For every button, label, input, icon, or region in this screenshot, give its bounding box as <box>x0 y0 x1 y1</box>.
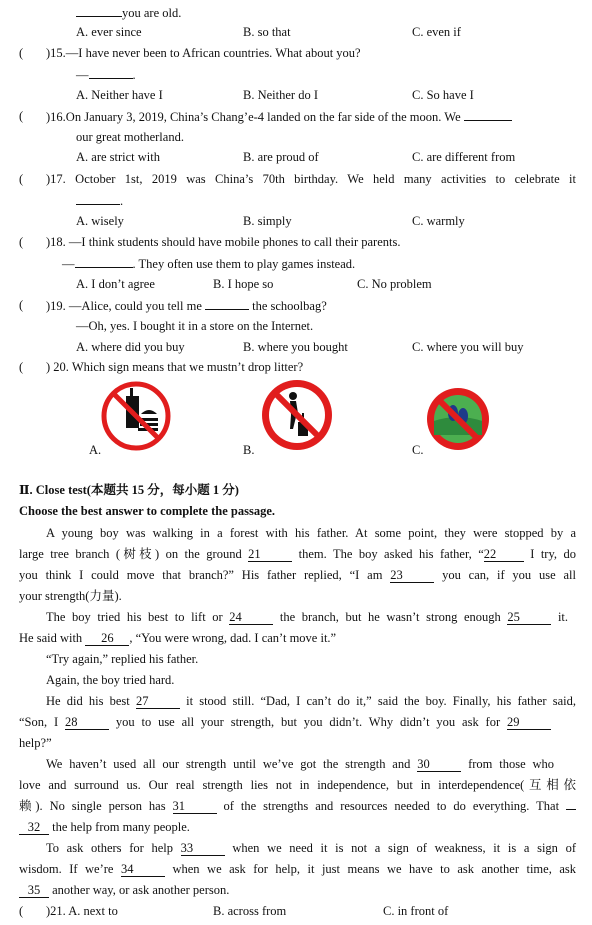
passage-line: 35 another way, or ask another person. <box>19 882 229 898</box>
q15-option-c: C. So have I <box>412 88 474 102</box>
q19-option-a: A. where did you buy <box>76 340 185 354</box>
q21-option-a: )21. A. next to <box>46 904 118 918</box>
q16-option-a: A. are strict with <box>76 150 161 164</box>
q19-reply: —Oh, yes. I bought it in a store on the Internet. <box>76 319 314 333</box>
blank-24[interactable]: 24 <box>229 610 273 625</box>
q21-option-c: C. in front of <box>383 904 449 918</box>
q20-stem: ) 20. Which sign means that we mustn’t drop litter? <box>46 360 304 374</box>
q14-option-c: C. even if <box>412 25 461 39</box>
q16-option-b: B. are proud of <box>243 150 319 164</box>
passage-line: 赖). No single person has 31 of the strengths and resources needed to do everything. That <box>19 798 576 814</box>
q17-option-c: C. warmly <box>412 214 465 228</box>
blank-23[interactable]: 23 <box>390 568 434 583</box>
blank-28[interactable]: 28 <box>65 715 109 730</box>
q17-option-a: A. wisely <box>76 214 124 228</box>
blank-26[interactable]: 26 <box>85 631 129 646</box>
section-instruction: Choose the best answer to complete the passage. <box>19 504 275 518</box>
q18-reply: — . They often use them to play games instead. <box>62 257 356 271</box>
passage-line: help?” <box>19 736 52 750</box>
q14-option-b: B. so that <box>243 25 291 39</box>
blank-25[interactable]: 25 <box>507 610 551 625</box>
passage-line: A young boy was walking in a forest with his father. At some point, they were stopped by a <box>46 526 576 540</box>
q21-option-b: B. across from <box>213 904 287 918</box>
blank-30[interactable]: 30 <box>417 757 461 772</box>
q14-stem: you are old. <box>76 4 181 21</box>
q19-paren[interactable]: ( <box>19 298 24 312</box>
passage-line: He said with 26 , “You were wrong, dad. I can’t move it.” <box>19 631 337 645</box>
blank-29[interactable]: 29 <box>507 715 551 730</box>
answer-blank[interactable] <box>205 297 249 310</box>
passage-line: you think I could move that branch?” His father replied, “I am 23 you can, if you use all <box>19 568 576 582</box>
q18-paren[interactable]: ( <box>19 235 24 249</box>
q19-option-c: C. where you will buy <box>412 340 524 354</box>
blank-21[interactable]: 21 <box>248 547 292 562</box>
answer-blank[interactable] <box>464 108 512 121</box>
q18-option-c: C. No problem <box>357 277 432 291</box>
answer-blank[interactable] <box>76 4 122 17</box>
q14-option-a: A. ever since <box>76 25 142 39</box>
blank-34[interactable]: 34 <box>121 862 165 877</box>
passage-line: your strength(力量). <box>19 589 122 603</box>
q16-option-c: C. are different from <box>412 150 516 164</box>
q20-option-c: C. <box>412 443 424 457</box>
q18-option-b: B. I hope so <box>213 277 274 291</box>
q15-paren[interactable]: ( <box>19 46 24 60</box>
blank-32-start[interactable] <box>566 809 576 810</box>
blank-27[interactable]: 27 <box>136 694 180 709</box>
passage-line: Again, the boy tried hard. <box>46 673 175 687</box>
keep-off-grass-sign-icon[interactable] <box>425 386 491 452</box>
q17-paren[interactable]: ( <box>19 172 24 186</box>
passage-line: To ask others for help 33 when we need it is not a sign of weakness, it is a sign of <box>46 841 577 855</box>
q17-option-b: B. simply <box>243 214 292 228</box>
passage-line: love and surround us. Our real strength lies not in independence, but in interdependence(互相依 <box>19 778 576 792</box>
passage-line: We haven’t used all our strength until we’ve got the strength and 30 from those who <box>46 757 554 771</box>
q19-stem: )19. —Alice, could you tell me the schoolbag? <box>46 299 327 313</box>
passage-line: wisdom. If we’re 34 when we ask for help, it just means we have to ask another time, ask <box>19 862 576 876</box>
q17-stem: )17. October 1st, 2019 was China’s 70th birthday. We held many activities to celebrate it <box>46 172 577 186</box>
passage-line: “Son, I 28 you to use all your strength, but you didn’t. Why didn’t you ask for 29 <box>19 714 551 730</box>
q15-option-a: A. Neither have I <box>76 88 163 102</box>
q16-paren[interactable]: ( <box>19 109 24 123</box>
blank-33[interactable]: 33 <box>181 841 225 856</box>
q16-stem: )16.On January 3, 2019, China’s Chang’e-4 landed on the far side of the moon. We <box>46 108 512 125</box>
q15-stem: )15.—I have never been to African countries. What about you? <box>46 46 361 60</box>
answer-blank[interactable] <box>89 66 133 79</box>
passage-line: “Try again,” replied his father. <box>46 652 199 666</box>
q19-option-b: B. where you bought <box>243 340 348 354</box>
blank-22[interactable]: 22 <box>484 547 524 562</box>
answer-blank[interactable] <box>75 255 133 268</box>
q20-option-b: B. <box>243 443 255 457</box>
blank-32[interactable]: 32 <box>19 820 49 835</box>
blank-31[interactable]: 31 <box>173 799 217 814</box>
q16-cont: our great motherland. <box>76 130 184 144</box>
passage-line: He did his best 27 it stood still. “Dad, I can’t do it,” said the boy. Finally, his father said, <box>46 694 577 708</box>
blank-35[interactable]: 35 <box>19 883 49 898</box>
q21-paren[interactable]: ( <box>19 904 24 918</box>
q15-option-b: B. Neither do I <box>243 88 318 102</box>
q18-stem: )18. —I think students should have mobile phones to call their parents. <box>46 235 401 249</box>
passage-line: large tree branch (树枝) on the ground 21 them. The boy asked his father, “22 I try, do <box>19 547 576 561</box>
q17-cont: . <box>76 192 123 209</box>
no-littering-sign-icon[interactable] <box>260 378 334 452</box>
answer-blank[interactable] <box>76 192 120 205</box>
passage-line: 32 the help from many people. <box>19 819 190 835</box>
passage-line: The boy tried his best to lift or 24 the branch, but he wasn’t strong enough 25 it. <box>46 610 569 624</box>
q20-option-a: A. <box>89 443 102 457</box>
q20-paren[interactable]: ( <box>19 360 24 374</box>
no-food-sign-icon[interactable] <box>100 380 172 452</box>
section-title: Ⅱ. Close test(本题共 15 分，每小题 1 分) <box>19 483 239 497</box>
q15-reply: — . <box>76 68 136 82</box>
q18-option-a: A. I don’t agree <box>76 277 155 291</box>
